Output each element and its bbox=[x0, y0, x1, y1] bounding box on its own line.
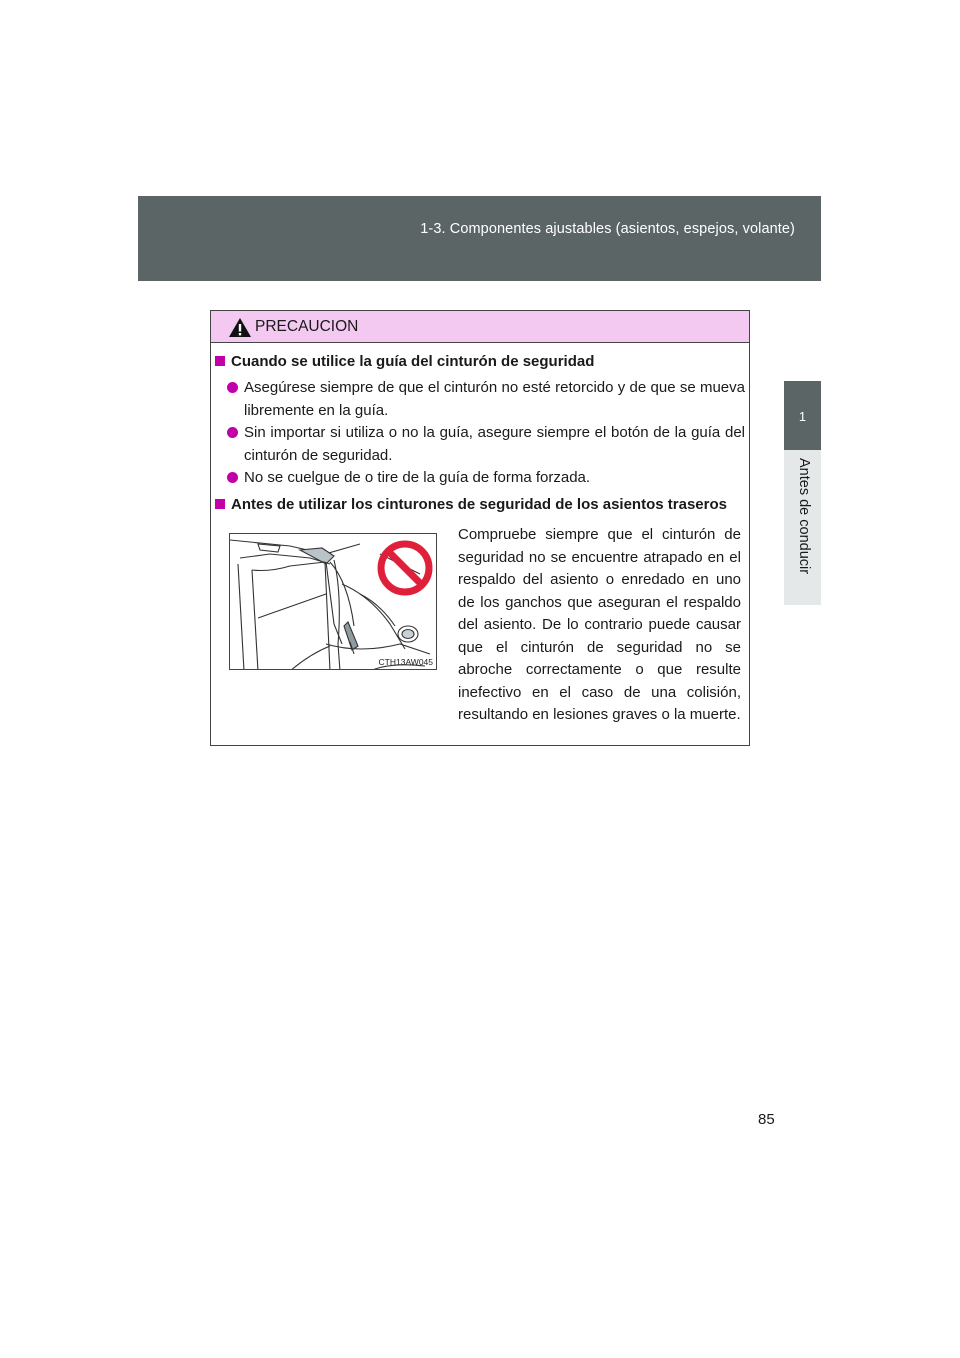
chapter-tab bbox=[784, 381, 821, 450]
round-bullet-icon bbox=[227, 382, 238, 393]
list-item: Sin importar si utiliza o no la guía, asegure siempre el botón de la guía del cinturón de seguridad. bbox=[225, 422, 745, 467]
list-item: No se cuelgue de o tire de la guía de forma forzada. bbox=[225, 467, 745, 490]
section-heading-guide: Cuando se utilice la guía del cinturón de seguridad bbox=[215, 353, 594, 370]
square-bullet-icon bbox=[215, 356, 225, 366]
page-number: 85 bbox=[758, 1111, 775, 1128]
round-bullet-icon bbox=[227, 427, 238, 438]
seat-drawing bbox=[230, 534, 437, 670]
caution-box bbox=[210, 310, 750, 746]
illustration-caption: CTH13AW045 bbox=[378, 657, 433, 667]
caution-header bbox=[211, 311, 749, 343]
section-title: 1-3. Componentes ajustables (asientos, espejos, volante) bbox=[420, 221, 795, 237]
square-bullet-icon bbox=[215, 499, 225, 509]
chapter-label: Antes de conducir bbox=[796, 458, 812, 575]
round-bullet-icon bbox=[227, 472, 238, 483]
chapter-number: 1 bbox=[798, 409, 807, 424]
rear-seat-warning-text: Compruebe siempre que el cinturón de seguridad no se encuentre atrapado en el respaldo del asiento o enredado en uno de los ganchos que aseguran el respaldo del asiento. De lo contrario puede causar que el cinturón de seguridad no se abroche correctamente o que resulte inefectivo en el caso de una colisión, resultando en lesiones graves o la muerte. bbox=[458, 526, 741, 723]
seatbelt-illustration bbox=[229, 533, 437, 670]
section-heading-rear-seats: Antes de utilizar los cinturones de seguridad de los asientos traseros bbox=[215, 496, 727, 513]
list-item: Asegúrese siempre de que el cinturón no esté retorcido y de que se mueva libremente en la guía. bbox=[225, 377, 745, 422]
warning-triangle-icon bbox=[228, 317, 252, 338]
caution-title: PRECAUCION bbox=[255, 318, 359, 335]
header-band bbox=[138, 196, 821, 281]
